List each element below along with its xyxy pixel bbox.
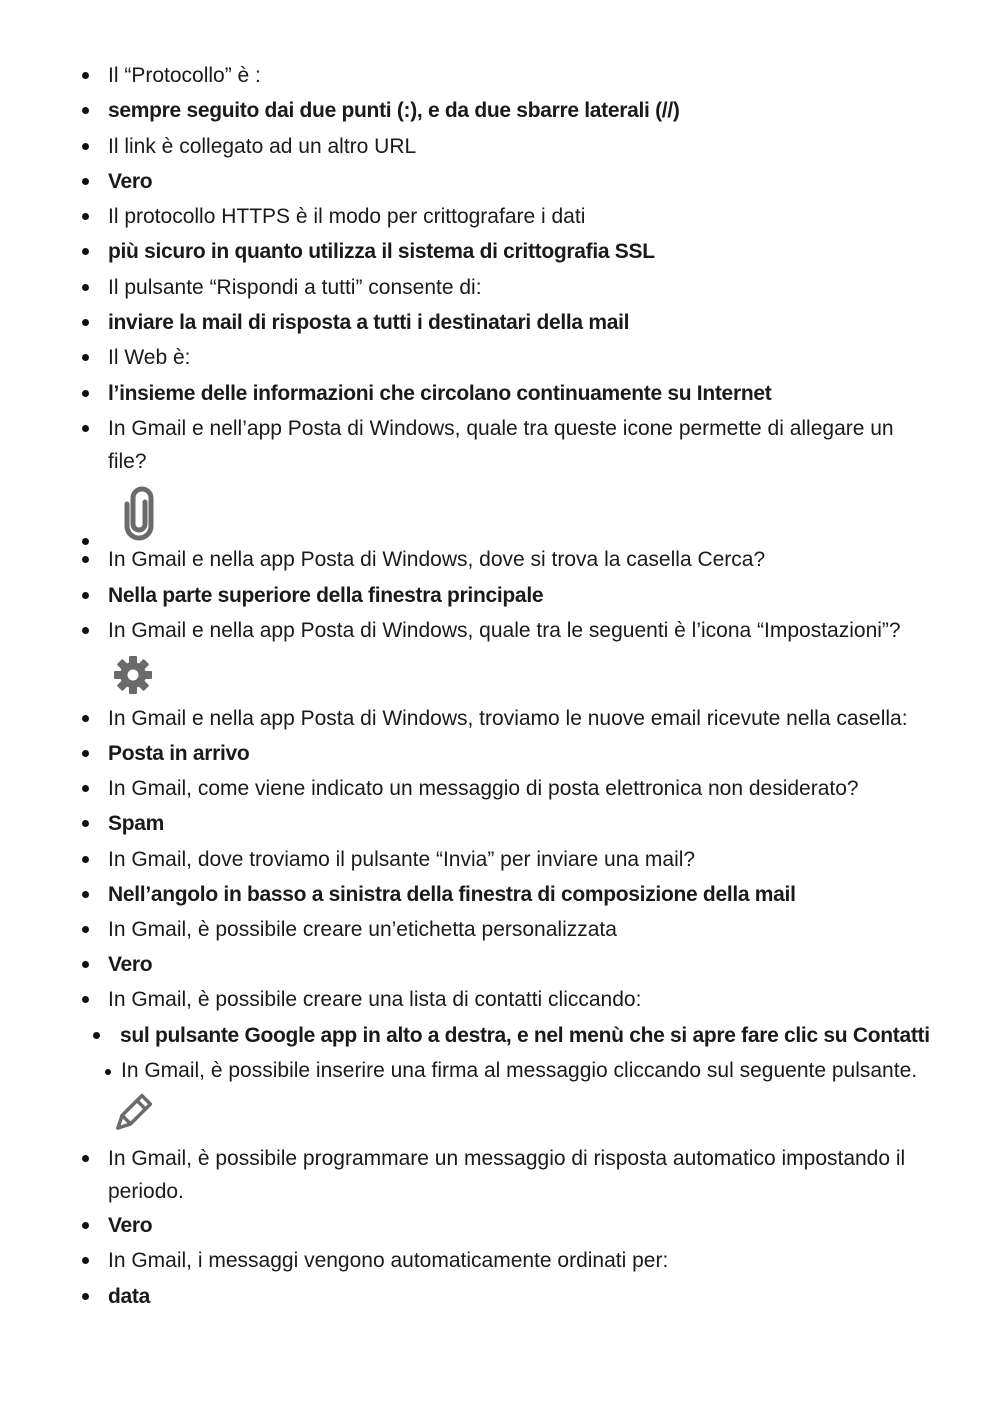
paperclip-icon	[118, 486, 160, 542]
list-item: Il link è collegato ad un altro URL	[108, 135, 417, 158]
list-item: In Gmail, i messaggi vengono automaticamente ordinati per:	[108, 1249, 669, 1272]
list-item: sempre seguito dai due punti (:), e da due sbarre laterali (//)	[108, 99, 680, 122]
bullet	[93, 1032, 100, 1039]
list-item: Nella parte superiore della finestra principale	[108, 584, 544, 607]
list-item: In Gmail, come viene indicato un messaggio di posta elettronica non desiderato?	[108, 777, 859, 800]
list-item: l’insieme delle informazioni che circolano continuamente su Internet	[108, 382, 772, 405]
list-item: Nell’angolo in basso a sinistra della finestra di composizione della mail	[108, 883, 796, 906]
bullet	[82, 820, 89, 827]
bullet	[82, 592, 89, 599]
list-item: Vero	[108, 953, 153, 976]
bullet	[82, 72, 89, 79]
list-item: In Gmail e nella app Posta di Windows, dove si trova la casella Cerca?	[108, 548, 766, 571]
list-item: Il protocollo HTTPS è il modo per crittografare i dati	[108, 205, 586, 228]
list-item: In Gmail e nell’app Posta di Windows, quale tra queste icone permette di allegare un file?	[108, 417, 894, 473]
bullet	[82, 750, 89, 757]
bullet	[82, 213, 89, 220]
bullet	[82, 1155, 89, 1162]
pen-icon	[110, 1092, 154, 1136]
bullet	[82, 1293, 89, 1300]
list-item: In Gmail, è possibile creare una lista di contatti cliccando:	[108, 988, 642, 1011]
list-item: In Gmail e nella app Posta di Windows, quale tra le seguenti è l’icona “Impostazioni”?	[108, 619, 901, 642]
list-item: data	[108, 1285, 150, 1308]
list-item: Il pulsante “Rispondi a tutti” consente di:	[108, 276, 482, 299]
bullet	[82, 627, 89, 634]
list-item: Il Web è:	[108, 346, 191, 369]
bullet	[82, 785, 89, 792]
bullet	[82, 556, 89, 563]
list-item: sul pulsante Google app in alto a destra, e nel menù che si apre fare clic su Contatti	[120, 1024, 930, 1047]
bullet	[82, 926, 89, 933]
list-item: Vero	[108, 1214, 153, 1237]
bullet	[82, 178, 89, 185]
list-item: In Gmail, è possibile inserire una firma al messaggio cliccando sul seguente pulsante.	[121, 1059, 918, 1082]
bullet	[82, 715, 89, 722]
bullet	[105, 1069, 111, 1075]
gear-icon	[111, 653, 155, 697]
bullet	[82, 538, 89, 545]
bullet	[82, 425, 89, 432]
list-item: In Gmail, è possibile programmare un messaggio di risposta automatico impostando il periodo.	[108, 1147, 906, 1203]
bullet	[82, 248, 89, 255]
bullet	[82, 996, 89, 1003]
list-item: Spam	[108, 812, 164, 835]
bullet	[82, 1222, 89, 1229]
bullet	[82, 284, 89, 291]
bullet	[82, 856, 89, 863]
list-item: In Gmail, è possibile creare un’etichetta personalizzata	[108, 918, 617, 941]
bullet	[82, 107, 89, 114]
list-item: più sicuro in quanto utilizza il sistema di crittografia SSL	[108, 240, 655, 263]
list-item: Il “Protocollo” è :	[108, 64, 261, 87]
bullet	[82, 354, 89, 361]
list-item: In Gmail, dove troviamo il pulsante “Invia” per inviare una mail?	[108, 848, 696, 871]
bullet	[82, 390, 89, 397]
list-item: Vero	[108, 170, 153, 193]
bullet	[82, 319, 89, 326]
list-item: Posta in arrivo	[108, 742, 250, 765]
list-item: inviare la mail di risposta a tutti i destinatari della mail	[108, 311, 630, 334]
bullet	[82, 143, 89, 150]
bullet	[82, 891, 89, 898]
list-item: In Gmail e nella app Posta di Windows, troviamo le nuove email ricevute nella casella:	[108, 707, 908, 730]
bullet	[82, 961, 89, 968]
bullet	[82, 1257, 89, 1264]
